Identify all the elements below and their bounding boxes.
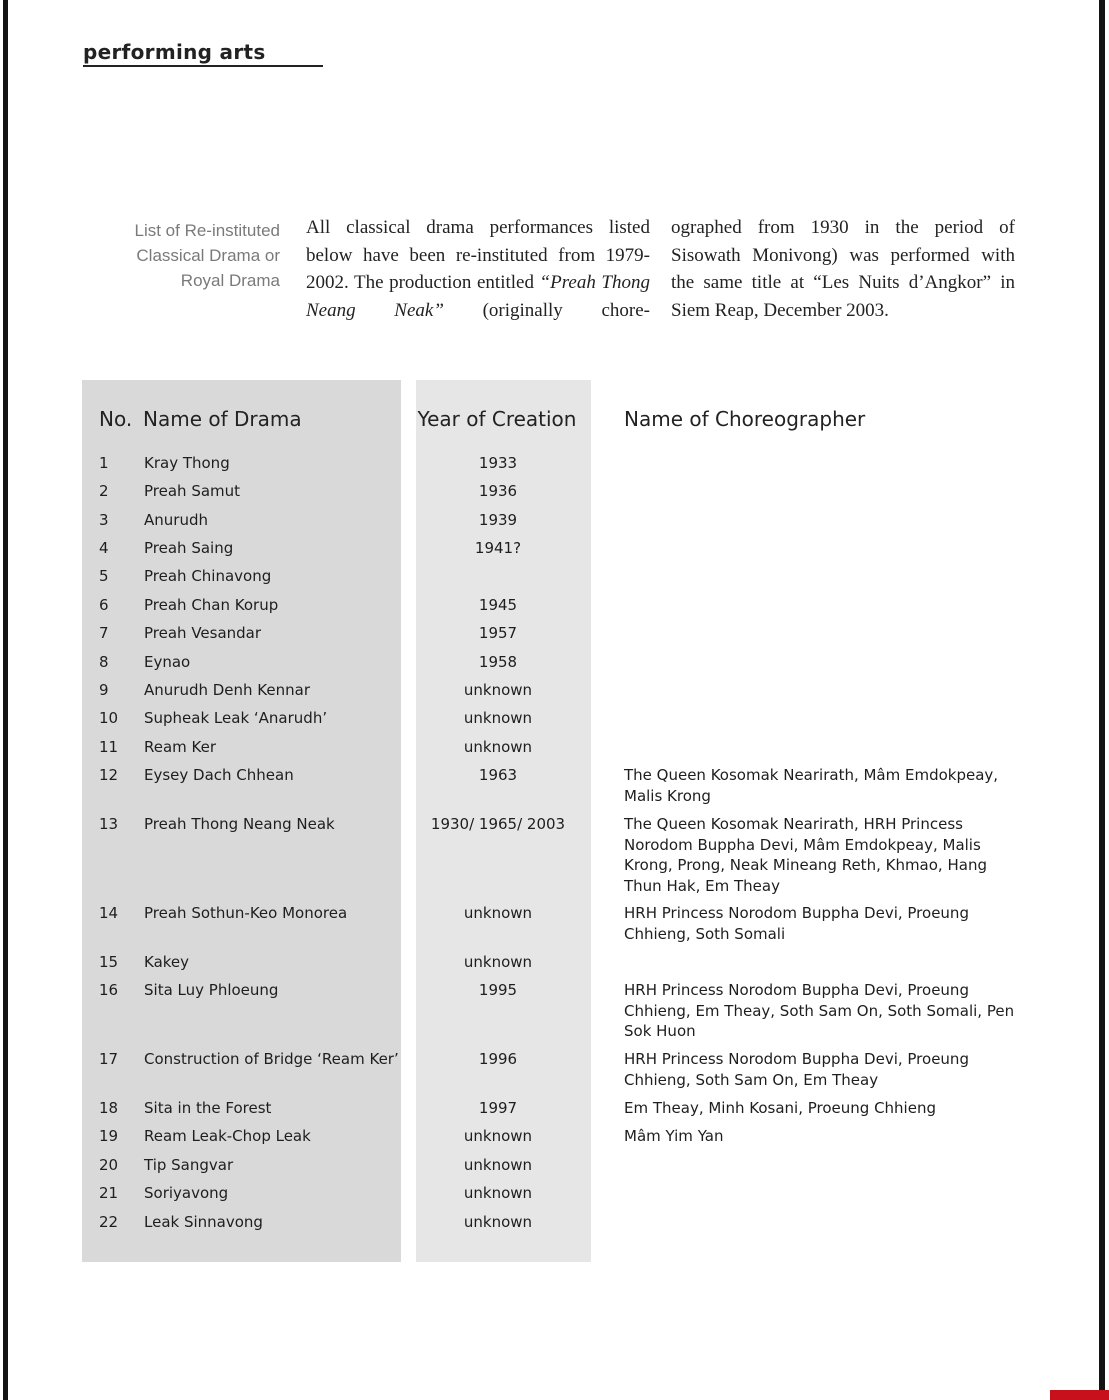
cell-year: unknown — [463, 1156, 533, 1174]
cell-no: 3 — [99, 511, 109, 529]
cell-year: 1957 — [478, 624, 518, 642]
cell-no: 6 — [99, 596, 109, 614]
cell-year: unknown — [463, 709, 533, 727]
cell-name: Preah Saing — [144, 539, 234, 557]
intro-text: All classical drama performances listed below have been re-instituted from 1979-2002. The production entitled — [306, 217, 650, 294]
cell-year: unknown — [463, 1127, 533, 1145]
cell-name: Supheak Leak ‘Anarudh’ — [144, 709, 328, 727]
cell-choreographer: Mâm Yim Yan — [624, 1127, 724, 1145]
cell-choreographer: The Queen Kosomak Nearirath, HRH Princess Norodom Buppha Devi, Mâm Emdokpeay, Malis Krong, Prong, Neak Mineang Reth, Khmao, Hang Thun Hak, Em Theay — [624, 815, 987, 895]
intro-text: (originally chore- — [443, 300, 650, 322]
cell-choreographer: Em Theay, Minh Kosani, Proeung Chhieng — [624, 1099, 936, 1117]
cell-no: 11 — [99, 738, 119, 756]
cell-year: unknown — [463, 904, 533, 922]
cell-no: 10 — [99, 709, 119, 727]
cell-name: Preah Chinavong — [144, 567, 272, 585]
cell-name: Tip Sangvar — [144, 1156, 234, 1174]
cell-name: Leak Sinnavong — [144, 1213, 263, 1231]
cell-name: Anurudh — [144, 511, 208, 529]
cell-no: 7 — [99, 624, 109, 642]
header-name: Name of Drama — [143, 407, 302, 431]
cell-choreographer: HRH Princess Norodom Buppha Devi, Proeung Chhieng, Soth Somali — [624, 904, 969, 943]
cell-choreographer: HRH Princess Norodom Buppha Devi, Proeung Chhieng, Soth Sam On, Em Theay — [624, 1050, 969, 1089]
cell-year: 1958 — [478, 653, 518, 671]
caption-line: Royal Drama — [180, 271, 280, 290]
cell-year: 1941? — [474, 539, 522, 557]
cell-name: Kakey — [144, 953, 190, 971]
cell-no: 15 — [99, 953, 119, 971]
cell-name: Eysey Dach Chhean — [144, 766, 294, 784]
cell-year: 1945 — [478, 596, 518, 614]
cell-no: 8 — [99, 653, 109, 671]
cell-name: Preah Vesandar — [144, 624, 262, 642]
cell-no: 1 — [99, 454, 109, 472]
cell-no: 20 — [99, 1156, 119, 1174]
header-no: No. — [99, 407, 133, 431]
cell-year: 1933 — [478, 454, 518, 472]
cell-year: 1997 — [478, 1099, 518, 1117]
cell-no: 19 — [99, 1127, 119, 1145]
cell-year: unknown — [463, 738, 533, 756]
cell-name: Anurudh Denh Kennar — [144, 681, 310, 699]
header-year: Year of Creation — [417, 407, 577, 431]
cell-year: 1996 — [478, 1050, 518, 1068]
cell-choreographer: The Queen Kosomak Nearirath, Mâm Emdokpeay, Malis Krong — [624, 766, 999, 805]
cell-year: unknown — [463, 1213, 533, 1231]
cell-name: Soriyavong — [144, 1184, 229, 1202]
cell-no: 21 — [99, 1184, 119, 1202]
cell-name: Preah Thong Neang Neak — [144, 815, 335, 833]
cell-no: 16 — [99, 981, 119, 999]
production-title: “Preah Thong Neang Neak” — [306, 272, 650, 322]
cell-no: 9 — [99, 681, 109, 699]
caption-line: List of Re-instituted — [134, 221, 280, 240]
cell-no: 17 — [99, 1050, 119, 1068]
cell-name: Preah Chan Korup — [144, 596, 279, 614]
cell-year: unknown — [463, 681, 533, 699]
cell-no: 14 — [99, 904, 119, 922]
cell-year: 1963 — [478, 766, 518, 784]
cell-year: 1936 — [478, 482, 518, 500]
section-title: performing arts — [83, 40, 323, 67]
cell-no: 12 — [99, 766, 119, 784]
cell-no: 2 — [99, 482, 109, 500]
cell-no: 4 — [99, 539, 109, 557]
cell-name: Eynao — [144, 653, 191, 671]
cell-year: 1939 — [478, 511, 518, 529]
cell-name: Preah Samut — [144, 482, 241, 500]
caption-line: Classical Drama or — [136, 246, 280, 265]
intro-column-2: ographed from 1930 in the period of Sisowath Monivong) was performed with the same title at “Les Nuits d’Angkor” in Siem Reap, December 2003. — [671, 217, 1015, 322]
cell-choreographer: HRH Princess Norodom Buppha Devi, Proeung Chhieng, Em Theay, Soth Sam On, Soth Somali, Pen Sok Huon — [624, 981, 1015, 1040]
cell-no: 5 — [99, 567, 109, 585]
header-choreographer: Name of Choreographer — [624, 407, 866, 431]
cell-name: Construction of Bridge ‘Ream Ker’ — [144, 1050, 399, 1068]
cell-year: unknown — [463, 1184, 533, 1202]
cell-name: Sita in the Forest — [144, 1099, 272, 1117]
cell-no: 22 — [99, 1213, 119, 1231]
cell-year: unknown — [463, 953, 533, 971]
cell-name: Sita Luy Phloeung — [144, 981, 279, 999]
cell-name: Kray Thong — [144, 454, 230, 472]
cell-name: Ream Ker — [144, 738, 217, 756]
cell-name: Preah Sothun-Keo Monorea — [144, 904, 348, 922]
cell-no: 13 — [99, 815, 119, 833]
cell-year: 1930/ 1965/ 2003 — [430, 815, 566, 833]
cell-year: 1995 — [478, 981, 518, 999]
cell-name: Ream Leak-Chop Leak — [144, 1127, 311, 1145]
cell-no: 18 — [99, 1099, 119, 1117]
